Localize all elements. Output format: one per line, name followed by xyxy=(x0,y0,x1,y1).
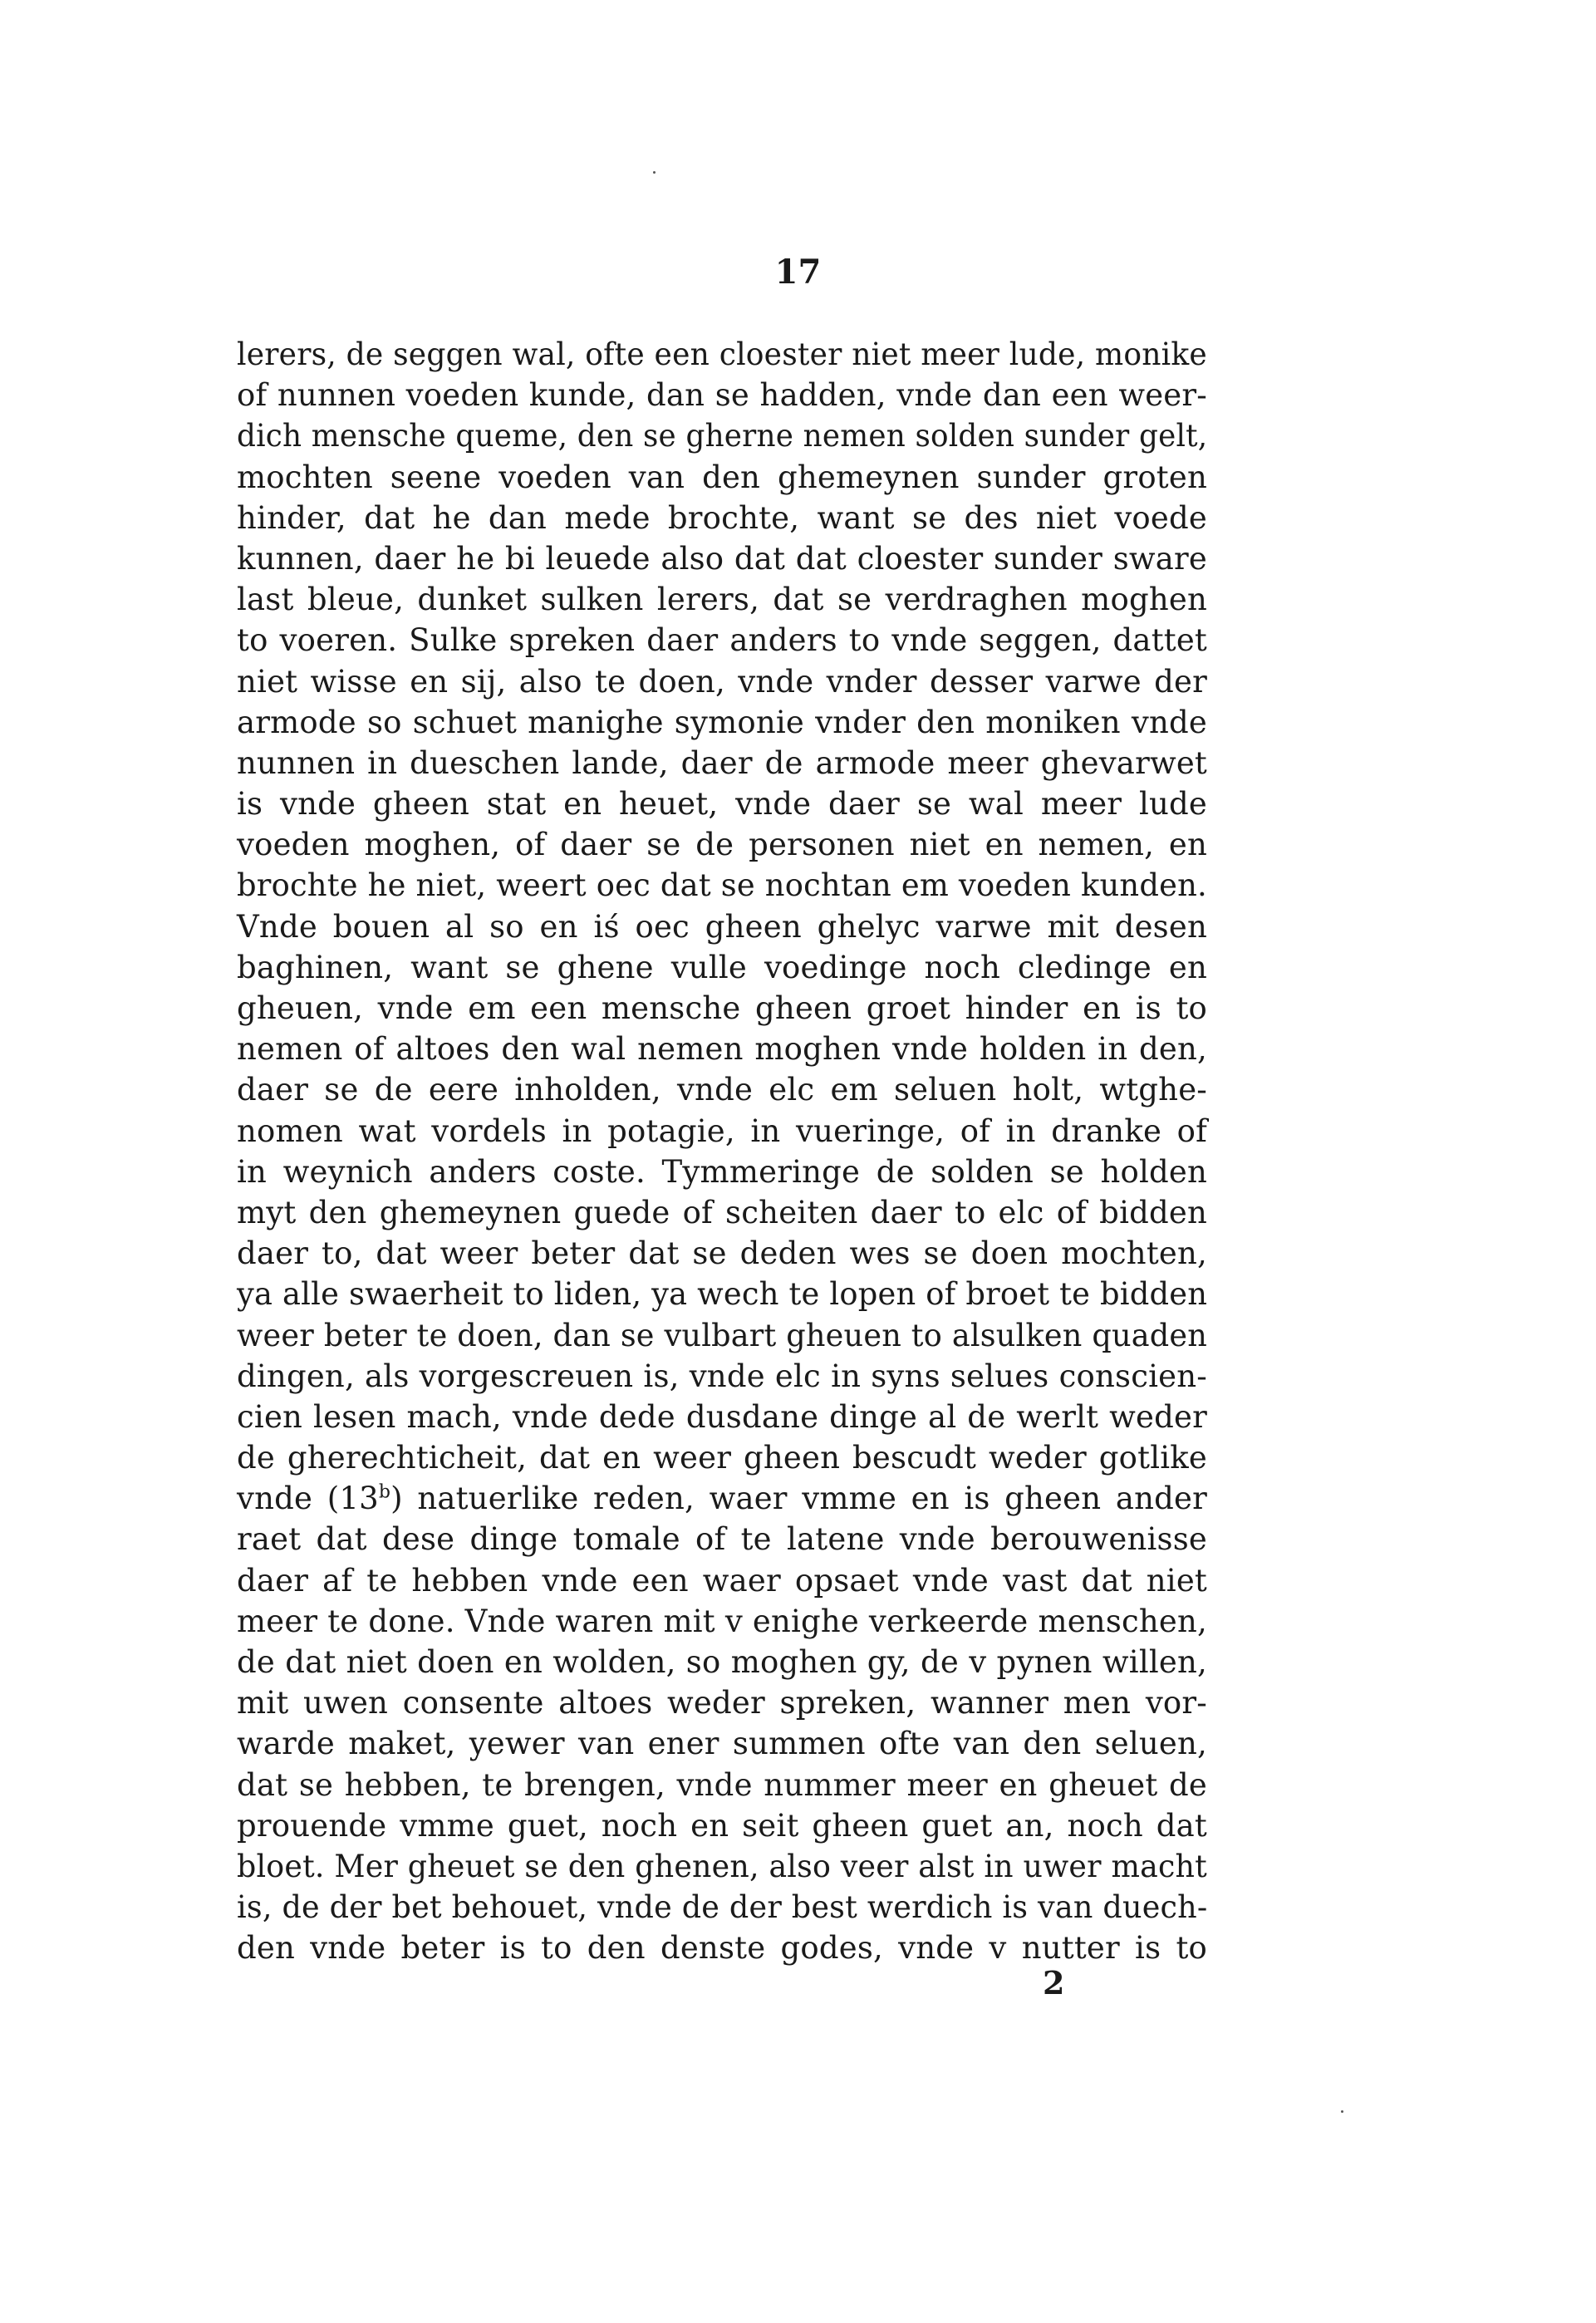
text-line: hinder, dat he dan mede brochte, want se des niet voede xyxy=(237,499,1207,536)
text-line: dich mensche queme, den se gherne nemen solden sunder gelt, xyxy=(237,418,1208,454)
text-line: to voeren. Sulke spreken daer anders to vnde seggen, dattet xyxy=(237,622,1207,659)
text-line: daer to, dat weer beter dat se deden wes se doen mochten, xyxy=(237,1235,1207,1272)
text-line: of nunnen voeden kunde, dan se hadden, vnde dan een weer- xyxy=(237,377,1207,414)
text-line: gheuen, vnde em een mensche gheen groet hinder en is to xyxy=(237,990,1207,1026)
text-line: niet wisse en sij, also te doen, vnde vnder desser varwe der xyxy=(237,663,1207,700)
body-text xyxy=(237,334,1207,1969)
text-line: dat se hebben, te brengen, vnde nummer meer en gheuet de xyxy=(237,1766,1207,1803)
text-line: bloet. Mer gheuet se den ghenen, also veer alst in uwer macht xyxy=(237,1848,1207,1884)
text-line: nunnen in dueschen lande, daer de armode meer ghevarwet xyxy=(237,744,1207,781)
scan-speck xyxy=(1341,2110,1343,2113)
text-line: last bleue, dunket sulken lerers, dat se verdraghen moghen xyxy=(237,582,1207,618)
text-line: mit uwen consente altoes weder spreken, wanner men vor- xyxy=(237,1685,1207,1721)
text-line: meer te done. Vnde waren mit v enighe verkeerde menschen, xyxy=(237,1603,1207,1639)
text-line: brochte he niet, weert oec dat se nochtan em voeden kunden. xyxy=(237,867,1207,904)
text-line: lerers, de seggen wal, ofte een cloester niet meer lude, monike xyxy=(237,336,1207,372)
text-line: daer se de eere inholden, vnde elc em seluen holt, wtghe- xyxy=(237,1072,1207,1108)
text-line: cien lesen mach, vnde dede dusdane dinge al de werlt weder xyxy=(237,1398,1207,1435)
folio-superscript: b xyxy=(378,1481,391,1503)
text-line: den vnde beter is to den denste godes, vnde v nutter is to xyxy=(237,1930,1207,1967)
text-line: Vnde bouen al so en iś oec gheen ghelyc varwe mit desen xyxy=(237,908,1207,945)
text-fragment: vnde (13 xyxy=(237,1481,379,1517)
text-line: dingen, als vorgescreuen is, vnde elc in syns selues conscien- xyxy=(237,1358,1207,1394)
scan-speck xyxy=(653,171,656,174)
page-number: 17 xyxy=(774,253,822,292)
text-line: prouende vmme guet, noch en seit gheen guet an, noch dat xyxy=(237,1807,1207,1844)
text-line: baghinen, want se ghene vulle voedinge noch cledinge en xyxy=(237,949,1207,985)
text-line: mochten seene voeden van den ghemeynen sunder groten xyxy=(237,459,1207,495)
text-line: raet dat dese dinge tomale of te latene vnde berouwenisse xyxy=(237,1521,1207,1558)
text-line: in weynich anders coste. Tymmeringe de solden se holden xyxy=(237,1153,1207,1190)
text-line xyxy=(237,1478,1207,1519)
text-line: is vnde gheen stat en heuet, vnde daer se wal meer lude xyxy=(237,786,1207,823)
text-line: armode so schuet manighe symonie vnder den moniken vnde xyxy=(237,704,1207,740)
text-fragment: ) natuerlike reden, waer vmme en is gheen ander xyxy=(390,1481,1207,1517)
text-line: de gherechticheit, dat en weer gheen bescudt weder gotlike xyxy=(237,1440,1207,1476)
text-line: weer beter te doen, dan se vulbart gheuen to alsulken quaden xyxy=(237,1317,1208,1353)
text-line: ya alle swaerheit to liden, ya wech te lopen of broet te bidden xyxy=(237,1276,1208,1313)
text-line: nomen wat vordels in potagie, in vueringe, of in dranke of xyxy=(237,1112,1207,1149)
text-line: is, de der bet behouet, vnde de der best werdich is van duech- xyxy=(237,1889,1208,1926)
text-line: nemen of altoes den wal nemen moghen vnde holden in den, xyxy=(237,1031,1207,1068)
text-line: myt den ghemeynen guede of scheiten daer to elc of bidden xyxy=(237,1194,1207,1230)
text-line: warde maket, yewer van ener summen ofte van den seluen, xyxy=(237,1726,1207,1762)
text-line: voeden moghen, of daer se de personen niet en nemen, en xyxy=(237,827,1207,863)
text-line: daer af te hebben vnde een waer opsaet vnde vast dat niet xyxy=(237,1562,1207,1599)
signature-mark: 2 xyxy=(1043,1964,1065,2001)
text-line: de dat niet doen en wolden, so moghen gy, de v pynen willen, xyxy=(237,1644,1207,1680)
text-line: kunnen, daer he bi leuede also dat dat cloester sunder sware xyxy=(237,540,1207,577)
